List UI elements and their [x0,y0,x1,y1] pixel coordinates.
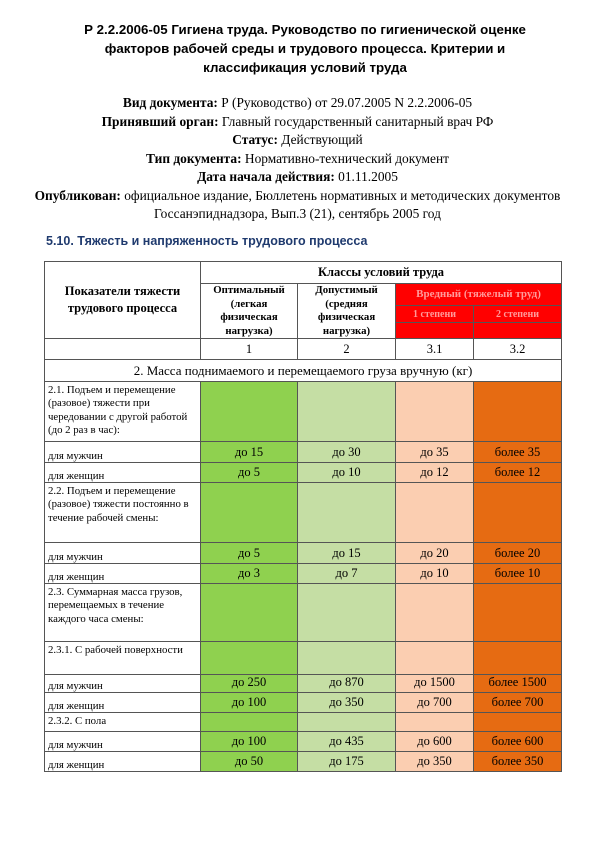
class-number: 3.2 [474,339,562,360]
value-cell [201,483,298,543]
value-cell [396,382,474,442]
meta-published: Опубликован: официальное издание, Бюллетень нормативных и методических документов Госсанэпиднадзора, Вып.3 (21), сентябрь 2005 год [34,187,561,221]
value-cell: более 10 [474,564,562,584]
value-cell: до 7 [298,564,396,584]
meta-kind: Тип документа: Нормативно-технический документ [146,150,449,166]
value-cell [396,483,474,543]
workload-table [44,261,562,772]
row-label-men: для мужчин [45,732,201,752]
value-cell: до 600 [396,732,474,752]
value-cell: до 100 [201,693,298,713]
value-cell [201,382,298,442]
value-cell: до 100 [201,732,298,752]
value-cell: до 10 [298,463,396,483]
value-cell: до 20 [396,543,474,564]
value-cell: до 10 [396,564,474,584]
value-cell [396,713,474,732]
value-cell: до 350 [396,752,474,772]
meta-authority: Принявший орган: Главный государственный санитарный врач РФ [101,113,494,129]
value-cell: до 700 [396,693,474,713]
harmful-blank-cell [474,323,562,339]
value-cell: до 870 [298,675,396,693]
row-label-men: для мужчин [45,675,201,693]
value-cell: до 12 [396,463,474,483]
value-cell: до 350 [298,693,396,713]
value-cell: до 5 [201,543,298,564]
row-label-women: для женщин [45,463,201,483]
value-cell [298,642,396,675]
value-cell: до 250 [201,675,298,693]
value-cell [474,642,562,675]
row-label-men: для мужчин [45,543,201,564]
value-cell: до 50 [201,752,298,772]
class-number: 1 [201,339,298,360]
meta-doc-type: Вид документа: Р (Руководство) от 29.07.2005 N 2.2.2006-05 [122,95,473,110]
meta-status: Статус: Действующий [232,132,363,147]
row-label-women: для женщин [45,564,201,584]
indicators-header: Показатели тяжести трудового процесса [45,262,201,339]
value-cell [298,584,396,642]
value-cell [201,584,298,642]
value-cell [396,584,474,642]
value-cell [474,713,562,732]
value-cell: более 20 [474,543,562,564]
section-title: 5.10. Тяжесть и напряженность трудового процесса [46,234,368,248]
harmful-header: Вредный (тяжелый труд) [396,284,562,306]
value-cell: до 30 [298,442,396,463]
value-cell: до 15 [201,442,298,463]
document-meta [30,94,565,224]
value-cell [201,642,298,675]
value-cell [474,584,562,642]
value-cell [474,483,562,543]
meta-start-date: Дата начала действия: 01.11.2005 [197,169,398,184]
value-cell: до 15 [298,543,396,564]
section-row: 2. Масса поднимаемого и перемещаемого груза вручную (кг) [45,360,562,382]
degree1-header: 1 степени [396,305,474,323]
value-cell: до 175 [298,752,396,772]
row-label-women: для женщин [45,693,201,713]
class-number: 2 [298,339,396,360]
value-cell [201,713,298,732]
row-label-women: для женщин [45,752,201,772]
value-cell: до 35 [396,442,474,463]
classes-header: Классы условий труда [201,262,562,284]
value-cell: более 12 [474,463,562,483]
value-cell [396,642,474,675]
value-cell: до 3 [201,564,298,584]
acceptable-header: Допустимый (средняя физическая нагрузка) [298,284,396,339]
value-cell: до 5 [201,463,298,483]
document-title: Р 2.2.2006-05 Гигиена труда. Руководство по гигиенической оценке факторов рабочей среды и трудового процесса. Критерии и классификация условий труда [84,22,526,75]
class-number-blank [45,339,201,360]
harmful-blank-cell [396,323,474,339]
degree2-header: 2 степени [474,305,562,323]
row-label: 2.3. Суммарная масса грузов, перемещаемых в течение каждого часа смены: [45,584,201,642]
optimal-header: Оптимальный (легкая физическая нагрузка) [201,284,298,339]
value-cell: более 1500 [474,675,562,693]
value-cell: более 350 [474,752,562,772]
class-number: 3.1 [396,339,474,360]
value-cell: до 1500 [396,675,474,693]
value-cell: до 435 [298,732,396,752]
value-cell [298,382,396,442]
row-label: 2.3.1. С рабочей поверхности [45,642,201,675]
row-label: 2.3.2. С пола [45,713,201,732]
row-label-men: для мужчин [45,442,201,463]
value-cell [474,382,562,442]
value-cell: более 700 [474,693,562,713]
row-label: 2.2. Подъем и перемещение (разовое) тяжести постоянно в течение рабочей смены: [45,483,201,543]
value-cell: более 600 [474,732,562,752]
value-cell [298,713,396,732]
row-label: 2.1. Подъем и перемещение (разовое) тяжести при чередовании с другой работой (до 2 раз в час): [45,382,201,442]
value-cell: более 35 [474,442,562,463]
value-cell [298,483,396,543]
